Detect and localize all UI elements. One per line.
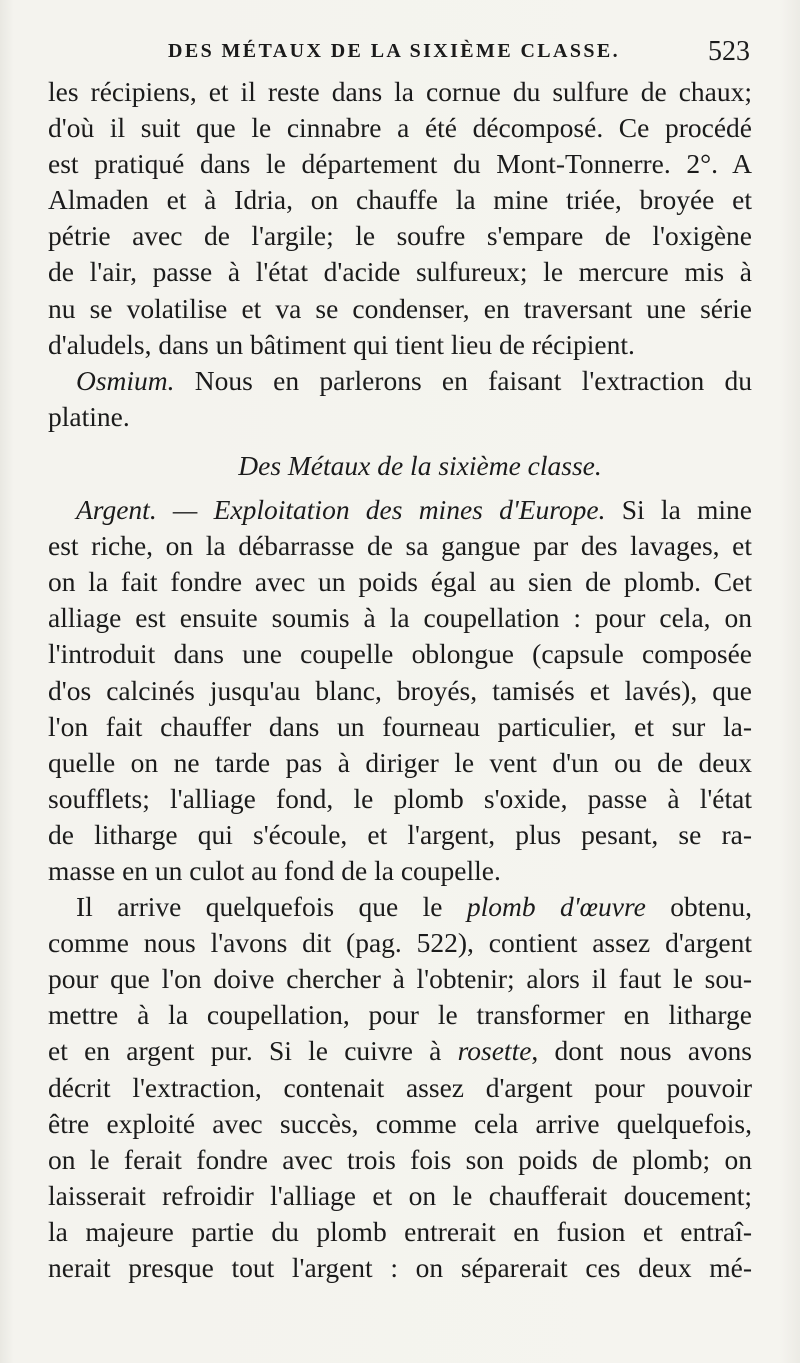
text-line: on la fait fondre avec un poids égal au sien de plomb. Cet <box>48 566 752 598</box>
text-line: l'introduit dans une coupelle oblongue (capsule composée <box>48 638 752 670</box>
body-text <box>48 74 752 1286</box>
italic-term: plomb d'œuvre <box>466 891 646 923</box>
text-line: platine. <box>48 400 130 432</box>
running-head <box>48 36 760 70</box>
text-line: masse en un culot au fond de la coupelle. <box>48 854 501 886</box>
text-run: Il arrive quelquefois que le <box>76 891 467 923</box>
text-line: est pratiqué dans le département du Mont-Tonnerre. 2°. A <box>48 148 752 180</box>
text-line <box>48 1033 752 1069</box>
text-line: pétrie avec de l'argile; le soufre s'empare de l'oxigène <box>48 220 752 252</box>
text-line: d'aludels, dans un bâtiment qui tient lieu de récipient. <box>48 328 635 360</box>
text-line: l'on fait chauffer dans un fourneau particulier, et sur la- <box>48 710 752 742</box>
text-line: nerait presque tout l'argent : on séparerait ces deux mé- <box>48 1252 752 1283</box>
text-line: alliage est ensuite soumis à la coupellation : pour cela, on <box>48 602 752 634</box>
text-line: Almaden et à Idria, on chauffe la mine triée, broyée et <box>48 184 752 216</box>
page-number: 523 <box>708 36 750 67</box>
text-line <box>48 492 752 528</box>
text-line: mettre à la coupellation, pour le transformer en litharge <box>48 999 752 1031</box>
text-line: quelle on ne tarde pas à diriger le vent d'un ou de deux <box>48 746 752 778</box>
text-line: nu se volatilise et va se condenser, en traversant une série <box>48 292 752 324</box>
text-run: , dont nous avons <box>531 1035 752 1067</box>
text-line <box>48 889 752 925</box>
text-run: obtenu, <box>645 891 752 923</box>
osmium-text: Nous en parlerons en faisant l'extraction du <box>174 364 752 396</box>
text-line: les récipiens, et il reste dans la cornue du sulfure de chaux; <box>48 76 752 107</box>
argent-text: Si la mine <box>605 494 752 526</box>
text-line: de litharge qui s'écoule, et l'argent, plus pesant, se ra- <box>48 818 752 850</box>
text-line <box>48 363 752 399</box>
text-line: d'os calcinés jusqu'au blanc, broyés, tamisés et lavés), que <box>48 674 752 706</box>
text-line: comme nous l'avons dit (pag. 522), contient assez d'argent <box>48 927 752 959</box>
osmium-term: Osmium. <box>76 364 175 396</box>
text-line: est riche, on la débarrasse de sa gangue par des lavages, et <box>48 530 752 562</box>
section-heading: Des Métaux de la sixième classe. <box>238 449 602 481</box>
running-title: DES MÉTAUX DE LA SIXIÈME CLASSE. <box>168 40 621 62</box>
text-line: d'où il suit que le cinnabre a été décomposé. Ce procédé <box>48 112 752 144</box>
text-line: laisserait refroidir l'alliage et on le chaufferait doucement; <box>48 1179 752 1211</box>
text-line: on le ferait fondre avec trois fois son poids de plomb; on <box>48 1143 752 1175</box>
text-line: pour que l'on doive chercher à l'obtenir; alors il faut le sou- <box>48 963 752 995</box>
text-line: soufflets; l'alliage fond, le plomb s'oxide, passe à l'état <box>48 782 752 814</box>
italic-term: rosette <box>457 1035 532 1067</box>
text-line: la majeure partie du plomb entrerait en fusion et entraî- <box>48 1215 752 1247</box>
text-line: de l'air, passe à l'état d'acide sulfureux; le mercure mis à <box>48 256 752 288</box>
text-line: décrit l'extraction, contenait assez d'argent pour pouvoir <box>48 1071 752 1103</box>
argent-term: Argent. — Exploitation des mines d'Europe. <box>76 494 606 526</box>
text-run: et en argent pur. Si le cuivre à <box>48 1035 458 1067</box>
text-line: être exploité avec succès, comme cela arrive quelquefois, <box>48 1107 752 1139</box>
